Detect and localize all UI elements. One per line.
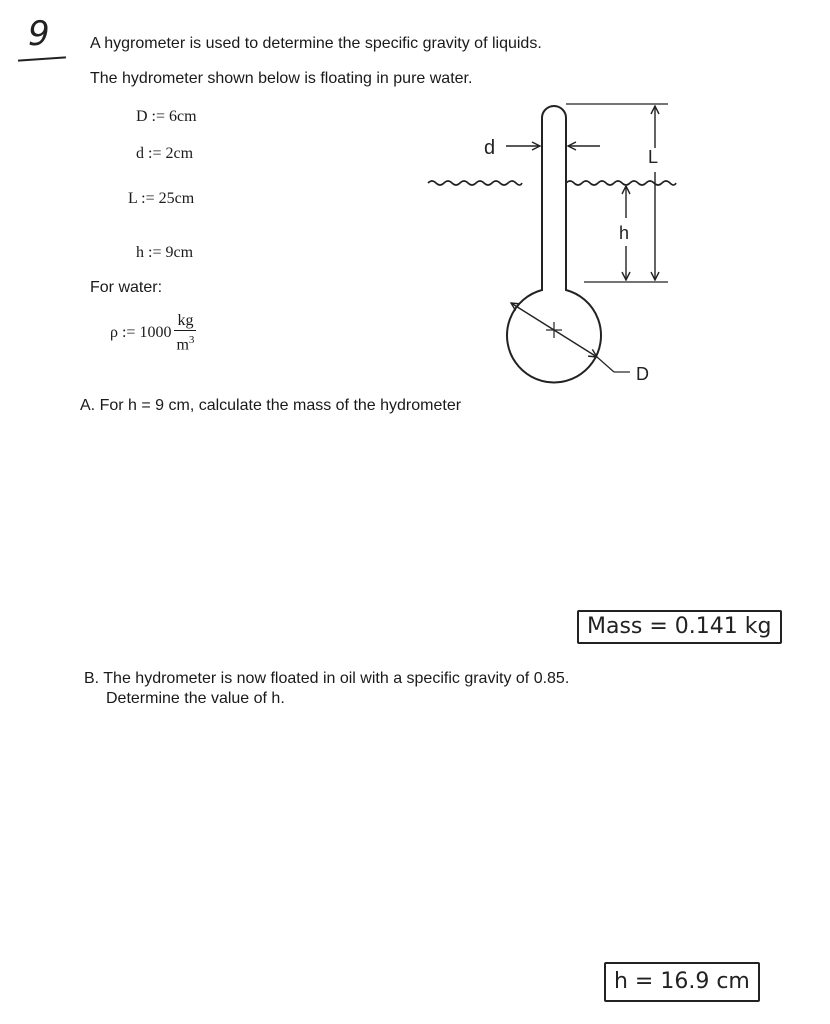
- water-surface-right: [566, 181, 676, 185]
- diagram-label-d: d: [484, 137, 496, 159]
- intro-line-1: A hygrometer is used to determine the specific gravity of liquids.: [90, 35, 542, 52]
- density-unit-numerator: kg: [174, 312, 196, 331]
- diagram-label-h: h: [619, 223, 630, 243]
- given-h: h := 9cm: [136, 244, 194, 261]
- water-surface-left: [428, 181, 522, 185]
- D-diameter-arrow-2: [554, 330, 597, 357]
- given-L: L := 25cm: [128, 190, 195, 207]
- diagram-label-L: L: [648, 147, 659, 167]
- part-a-question: A. For h = 9 cm, calculate the mass of the hydrometer: [80, 397, 462, 414]
- problem-number: 9: [28, 14, 50, 54]
- density-unit-exponent: 3: [188, 334, 195, 346]
- intro-line-2: The hydrometer shown below is floating in pure water.: [90, 70, 473, 87]
- density-prefix: ρ := 1000: [110, 323, 172, 341]
- for-water-label: For water:: [90, 279, 163, 296]
- given-d: d := 2cm: [136, 145, 194, 162]
- given-D: D := 6cm: [136, 108, 197, 125]
- hydrometer-diagram: [0, 0, 830, 420]
- diagram-label-D: D: [636, 364, 649, 384]
- part-b-question-line-2: Determine the value of h.: [106, 690, 285, 707]
- D-leader-line: [597, 357, 614, 372]
- hydrometer-outline: [507, 106, 601, 382]
- part-b-answer: h = 16.9 cm: [604, 962, 760, 1002]
- part-a-answer: Mass = 0.141 kg: [577, 610, 782, 644]
- density-unit-base: m: [176, 336, 189, 354]
- D-diameter-arrow-1: [511, 303, 554, 330]
- part-b-question-line-1: B. The hydrometer is now floated in oil with a specific gravity of 0.85.: [84, 670, 570, 687]
